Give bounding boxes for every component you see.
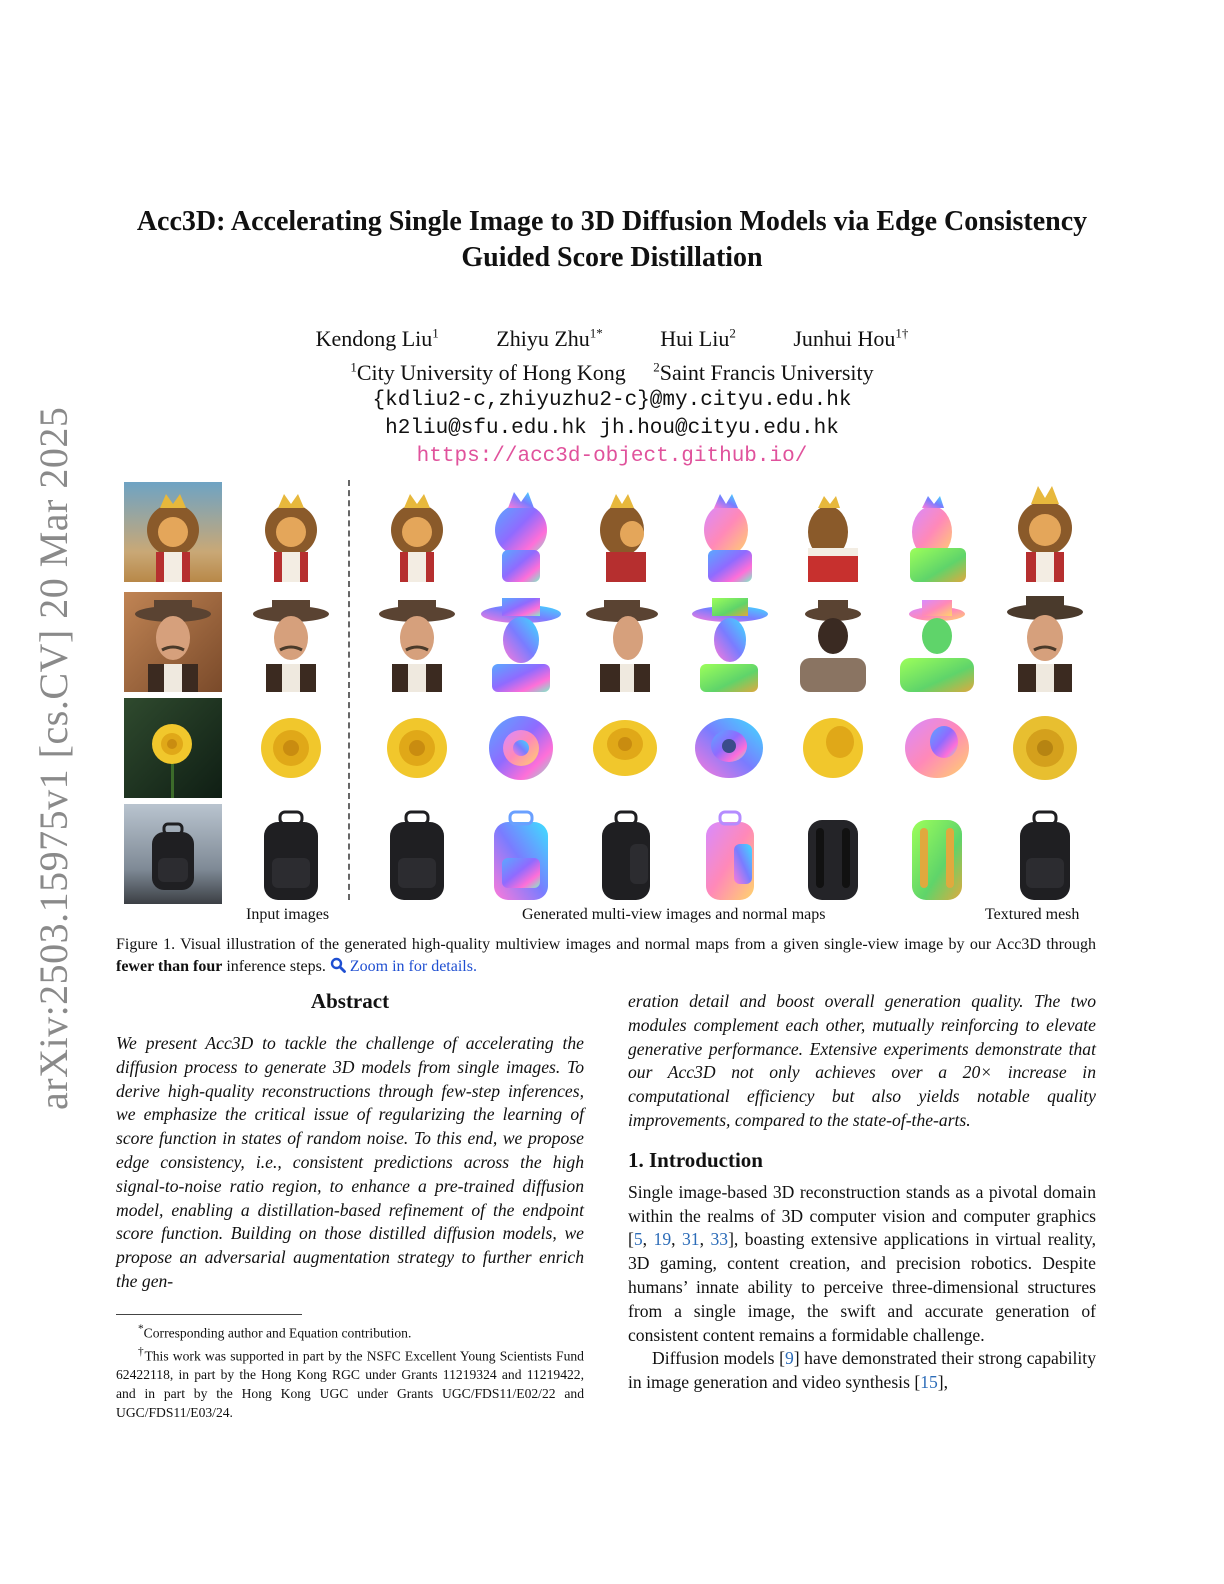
rose-view-side [576, 698, 674, 798]
backpack-normal-front [472, 804, 570, 904]
lion-view-side [576, 482, 674, 582]
figure-row-backpack [124, 804, 1096, 904]
intro-paragraph-1: Single image-based 3D reconstruction stands as a pivotal domain within the realms of 3D computer vision and computer graphics [5, 19, 31, 33], boasting extensive applications in virtual reality, 3D gaming, content creation, and precision robotics. Despite humans’ innate ability to perceive three-dimensional structures from a single image, the swift and accurate generation of consistent content remains a formidable challenge. [628, 1181, 1097, 1345]
author-1: Kendong Liu$^1$ [315, 326, 439, 352]
rose-view-front [368, 698, 466, 798]
citation-link[interactable]: 5 [633, 1229, 643, 1250]
author-block [100, 320, 1124, 471]
author-4: Junhui Hou$^{1\dagger}$ [793, 326, 909, 352]
left-column [116, 988, 584, 1294]
man-textured-mesh [996, 592, 1094, 692]
man-view-back [784, 592, 882, 692]
label-generated-views: Generated multi-view images and normal maps [522, 906, 826, 923]
figure-row-rose [124, 698, 1096, 798]
rose-normal-back [888, 698, 986, 798]
lion-normal-front [472, 482, 570, 582]
title-line-2: Guided Score Distillation [461, 242, 763, 273]
affiliation-2: $^2$Saint Francis University [653, 359, 874, 385]
author-2: Zhiyu Zhu$^{1*}$ [496, 326, 603, 352]
rose-view-back [784, 698, 882, 798]
footnote-corresponding: *Corresponding author and Equation contribution. [138, 1323, 412, 1341]
man-normal-front [472, 592, 570, 692]
label-input-images: Input images [246, 906, 330, 923]
lion-textured-mesh [996, 482, 1094, 582]
title-line-1: Acc3D: Accelerating Single Image to 3D Diffusion Models via Edge Consistency [136, 206, 1088, 237]
intro-heading: 1. Introduction [628, 1147, 763, 1172]
lion-input-cutout [242, 482, 340, 582]
man-input-cutout [242, 592, 340, 692]
arxiv-identifier: arXiv:2503.15975v1 [cs.CV] 20 Mar 2025 [31, 406, 76, 1110]
zoom-link[interactable]: Zoom in for details. [330, 958, 477, 975]
backpack-view-front [368, 804, 466, 904]
backpack-input-cutout [242, 804, 340, 904]
footnote-rule [116, 1314, 302, 1315]
magnifier-icon [330, 957, 346, 973]
backpack-view-side [576, 804, 674, 904]
right-column [628, 990, 1096, 1395]
email-line-2: h2liu@sfu.edu.hk jh.hou@cityu.edu.hk [385, 416, 839, 440]
backpack-normal-back [888, 804, 986, 904]
citation-link[interactable]: 33 [710, 1229, 729, 1250]
backpack-normal-side [680, 804, 778, 904]
abstract-text-left: We present Acc3D to tackle the challenge of accelerating the diffusion process to generate 3D models from single images. To derive high-quality reconstructions through few-step inferences, we emphasize the critical issue of regularizing the learning of score function in states of random noise. To this end, we propose edge consistency, i.e., consistent predictions across the high signal-to-noise ratio region, to enhance a pre-trained diffusion model, enabling a distillation-based refinement of the endpoint score function. Building on those distilled diffusion models, we propose an adversarial augmentation strategy to further enrich the gen- [116, 1033, 584, 1291]
figure-row-man [124, 592, 1096, 692]
rose-textured-mesh [996, 698, 1094, 798]
affiliations [100, 353, 1124, 386]
citation-link[interactable]: 15 [920, 1372, 938, 1393]
backpack-input-image [124, 804, 222, 904]
affiliation-1: $^1$City University of Hong Kong [350, 359, 626, 385]
lion-view-front [368, 482, 466, 582]
rose-normal-front [472, 698, 570, 798]
citation-link[interactable]: 9 [784, 1348, 794, 1369]
citation-link[interactable]: 19 [653, 1229, 672, 1250]
backpack-textured-mesh [996, 804, 1094, 904]
man-input-image [124, 592, 222, 692]
abstract-text-right: eration detail and boost overall generation quality. The two modules complement each other, mutually reinforcing to elevate generative performance. Extensive experiments demonstrate that our Acc3D not only achieves over a 20× increase in computational efficiency but also yields notable quality improvements, compared to the state-of-the-arts. [628, 991, 1096, 1130]
paper-title [100, 204, 1124, 276]
figure-divider [348, 480, 350, 900]
abstract-heading: Abstract [310, 989, 390, 1013]
man-view-front [368, 592, 466, 692]
lion-normal-back [888, 482, 986, 582]
rose-normal-side [680, 698, 778, 798]
rose-input-cutout [242, 698, 340, 798]
lion-view-back [784, 482, 882, 582]
lion-normal-side [680, 482, 778, 582]
intro-paragraph-2: Diffusion models [9] have demonstrated their strong capability in image generation and video synthesis [15], [628, 1348, 1096, 1393]
author-list [100, 320, 1124, 353]
footnotes [116, 1320, 584, 1422]
lion-input-image [124, 482, 222, 582]
man-normal-back [888, 592, 986, 692]
footnote-funding: †This work was supported in part by the NSFC Excellent Young Scientists Fund 62422118, in part by the Hong Kong RGC under Grants 11219324 and 11219422, and in part by the Hong Kong UGC under Grants UGC/FDS11/E02/22 and UGC/FDS11/E03/24. [116, 1345, 584, 1421]
backpack-view-back [784, 804, 882, 904]
rose-input-image [124, 698, 222, 798]
figure-caption: Figure 1. Visual illustration of the generated high-quality multiview images and normal maps from a given single-view image by our Acc3D through fewer than four inference steps. Zoom in for details. [116, 936, 1096, 975]
citation-link[interactable]: 31 [682, 1229, 700, 1250]
label-textured-mesh: Textured mesh [985, 906, 1080, 923]
figure-row-lion [124, 482, 1096, 582]
man-normal-side [680, 592, 778, 692]
man-view-side [576, 592, 674, 692]
email-line-1: {kdliu2-c,zhiyuzhu2-c}@my.cityu.edu.hk [372, 388, 852, 412]
teaser-figure [124, 464, 1096, 904]
author-3: Hui Liu$^2$ [660, 326, 736, 352]
project-url-link[interactable]: https://acc3d-object.github.io/ [416, 444, 808, 468]
